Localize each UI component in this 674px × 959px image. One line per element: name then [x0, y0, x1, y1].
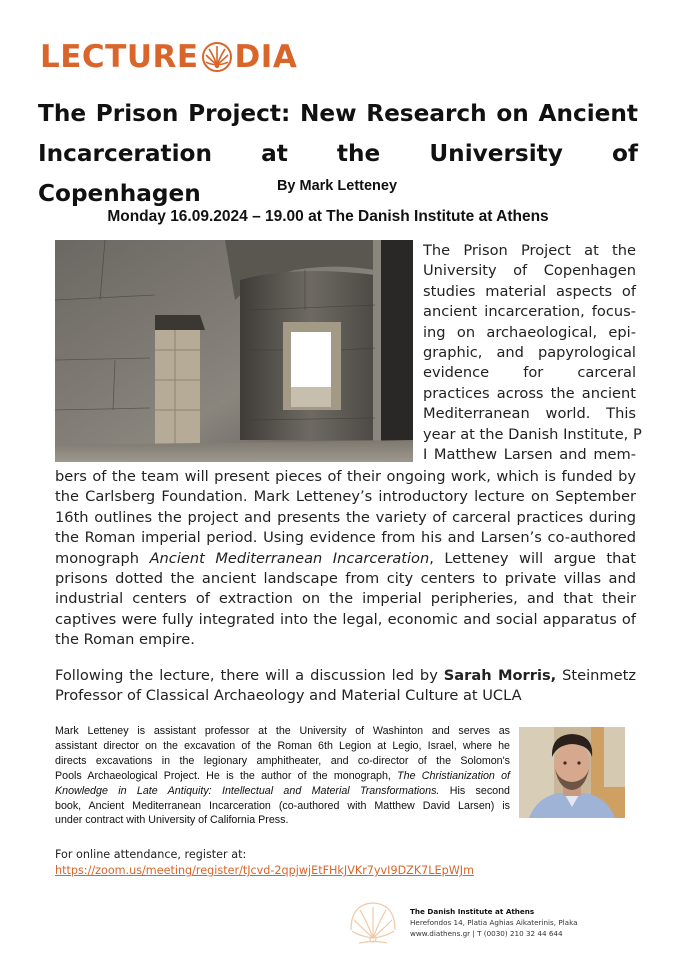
text-line: directs excavations in the legionary amphitheater, and co-director of the Solomon's	[55, 754, 510, 767]
text-fragment: Steinmetz	[556, 667, 636, 684]
discussant-name: Sarah Morris,	[443, 667, 557, 684]
discussion-paragraph	[55, 666, 636, 707]
text-line: practices across the ancient	[423, 384, 636, 402]
text-line: the Roman empire.	[55, 631, 195, 649]
title-line-2: Incarceration at the University of Copenhagen	[38, 140, 638, 207]
text-fragment: His second	[439, 784, 510, 797]
speaker-portrait	[519, 727, 625, 818]
text-fragment: , Letteney will argue that	[429, 549, 636, 567]
text-line: studies material aspects of	[423, 282, 636, 300]
text-line: industrial centers of extraction on the imperial peripheries, and that their	[55, 590, 636, 608]
text-line: bers of the team will present pieces of their ongoing work, which is funded by	[55, 468, 636, 485]
registration-link[interactable]: https://zoom.us/meeting/register/tJcvd-2qpjwjEtFHkJVKr7yvI9DZK7LEpWJm	[55, 864, 474, 877]
book-title: Ancient Mediterranean Incarceration	[149, 549, 430, 567]
text-line	[55, 769, 510, 784]
text-fragment: monograph	[55, 549, 150, 567]
institute-name: The Danish Institute at Athens	[410, 907, 535, 916]
text-fragment: Pools Archaeological Project. He is the author of the monograph,	[55, 769, 398, 782]
text-line: book, Ancient Mediterranean Incarceration (co-authored with Matthew David Larsen) is	[55, 799, 510, 812]
book-title: Knowledge in Late Antiquity: Intellectual and Material Transformations.	[55, 784, 440, 797]
text-line: assistant director on the excavation of the Roman 6th Legion at Legio, Israel, where he	[55, 739, 510, 752]
text-line	[55, 549, 636, 569]
text-line: I Matthew Larsen and mem-	[423, 446, 636, 464]
institute-contact	[410, 906, 578, 939]
registration-label: For online attendance, register at:	[55, 848, 247, 861]
text-line: Mediterranean world. This	[423, 405, 636, 423]
text-line: University of Copenhagen	[423, 262, 636, 280]
book-title: The Christianization of	[397, 769, 510, 782]
lecturedia-logo	[40, 40, 297, 74]
prison-interior-photo	[55, 240, 413, 462]
text-line: the Carlsberg Foundation. Mark Letteney’s introductory lecture on September	[55, 488, 636, 506]
logo-text-left: LECTURE	[40, 39, 199, 75]
text-line	[55, 666, 636, 686]
text-line: ancient incarceration, focus-	[423, 303, 636, 321]
event-date-venue: Monday 16.09.2024 – 19.00 at The Danish Institute at Athens	[107, 208, 549, 225]
text-line: year at the Danish Institute, P	[423, 425, 642, 443]
text-fragment: Following the lecture, there will a discussion led by	[55, 667, 444, 684]
palmette-icon	[347, 900, 399, 946]
text-line: Mark Letteney is assistant professor at the University of Washinton and serves as	[55, 725, 510, 737]
palmette-icon	[201, 41, 233, 73]
speaker-byline: By Mark Letteney	[276, 178, 398, 194]
description-body	[55, 467, 636, 651]
institute-contact-line: www.diathens.gr | T (0030) 210 32 44 644	[410, 929, 563, 938]
text-line: evidence for carceral	[423, 364, 636, 382]
text-line: under contract with University of California Press.	[55, 814, 289, 827]
text-line: Professor of Classical Archaeology and Material Culture at UCLA	[55, 687, 522, 705]
text-line: captives were fully integrated into the legal, economic and social apparatus of	[55, 610, 636, 628]
speaker-bio	[55, 724, 510, 828]
text-line: ing on archaeological, epi-	[423, 323, 636, 341]
logo-text-right: DIA	[234, 39, 298, 75]
text-line	[55, 784, 510, 799]
text-line: 16th outlines the project and presents the variety of carceral practices during	[55, 508, 636, 526]
text-line: prisons dotted the ancient landscape from city centers to private villas and	[55, 570, 636, 588]
institute-address: Herefondos 14, Platia Aghias Aikaterinis, Plaka	[410, 918, 578, 927]
event-title	[38, 94, 638, 214]
text-line: The Prison Project at the	[423, 242, 636, 259]
description-intro	[423, 241, 642, 465]
text-line: graphic, and papyrological	[423, 344, 636, 362]
title-line-1: The Prison Project: New Research on Ancient	[38, 100, 638, 127]
text-line: the Roman imperial period. Using evidence from his and Larsen’s co-authored	[55, 529, 636, 547]
